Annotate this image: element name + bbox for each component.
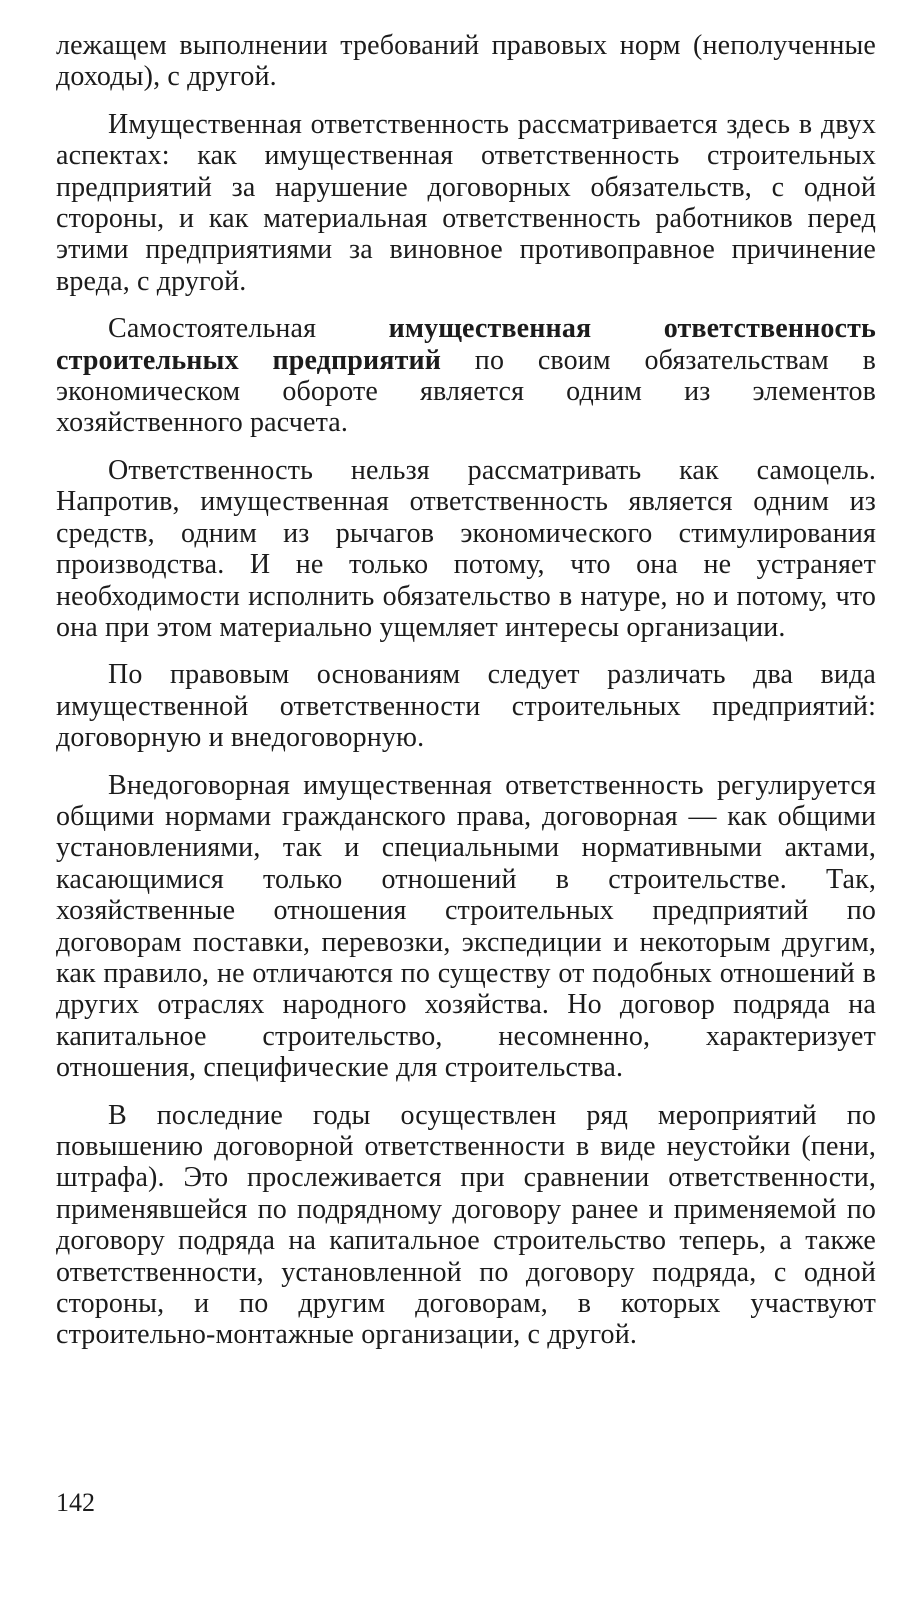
paragraph-bold-term: имущественная ответственность строительных предприятий [56, 313, 876, 376]
paragraph-continuation: лежащем выполнении требований правовых норм (неполученные доходы), с другой. [56, 30, 876, 93]
page-text-body [56, 30, 876, 1367]
paragraph-liability-not-end-in-itself: Ответственность нельзя рассматривать как самоцель. Напротив, имущественная ответственность является одним из средств, одним из рычагов экономического стимулирования производства. И не только потому, что она не устраняет необходимости исполнить обязательство в натуре, но и потому, что она при этом материально ущемляет интересы организации. [56, 454, 876, 643]
paragraph-property-liability-aspects: Имущественная ответственность рассматривается здесь в двух аспектах: как имущественная ответственность строительных предприятий за нарушение договорных обязательств, с одной стороны, и как материальная ответственность работников перед этими предприятиями за виновное противоправное причинение вреда, с другой. [56, 108, 876, 297]
paragraph-non-contractual-liability: Внедоговорная имущественная ответственность регулируется общими нормами гражданского права, договорная — как общими установлениями, так и специальными нормативными актами, касающимися только отношений в строительстве. Так, хозяйственные отношения строительных предприятий по договорам поставки, перевозки, экспедиции и некоторым другим, как правило, не отличаются по существу от подобных отношений в других отраслях народного хозяйства. Но договор подряда на капитальное строительство, несомненно, характеризует отношения, специфические для строительства. [56, 769, 876, 1084]
paragraph-legal-grounds: По правовым основаниям следует различать два вида имущественной ответственности строительных предприятий: договорную и внедоговорную. [56, 659, 876, 754]
paragraph-tail-text: по своим обязательствам в экономическом обороте является одним из элементов хозяйственного расчета. [56, 344, 876, 439]
paragraph-independent-liability [56, 313, 876, 439]
paragraph-lead-text: Самостоятельная [108, 313, 389, 345]
paragraph-recent-measures: В последние годы осуществлен ряд мероприятий по повышению договорной ответственности в виде неустойки (пени, штрафа). Это прослеживается при сравнении ответственности, применявшейся по подрядному договору ранее и применяемой по договору подряда на капитальное строительство теперь, а также ответственности, установленной по договору подряда, с одной стороны, и по другим договорам, в которых участвуют строительно-монтажные организации, с другой. [56, 1099, 876, 1351]
page-number: 142 [56, 1488, 95, 1517]
